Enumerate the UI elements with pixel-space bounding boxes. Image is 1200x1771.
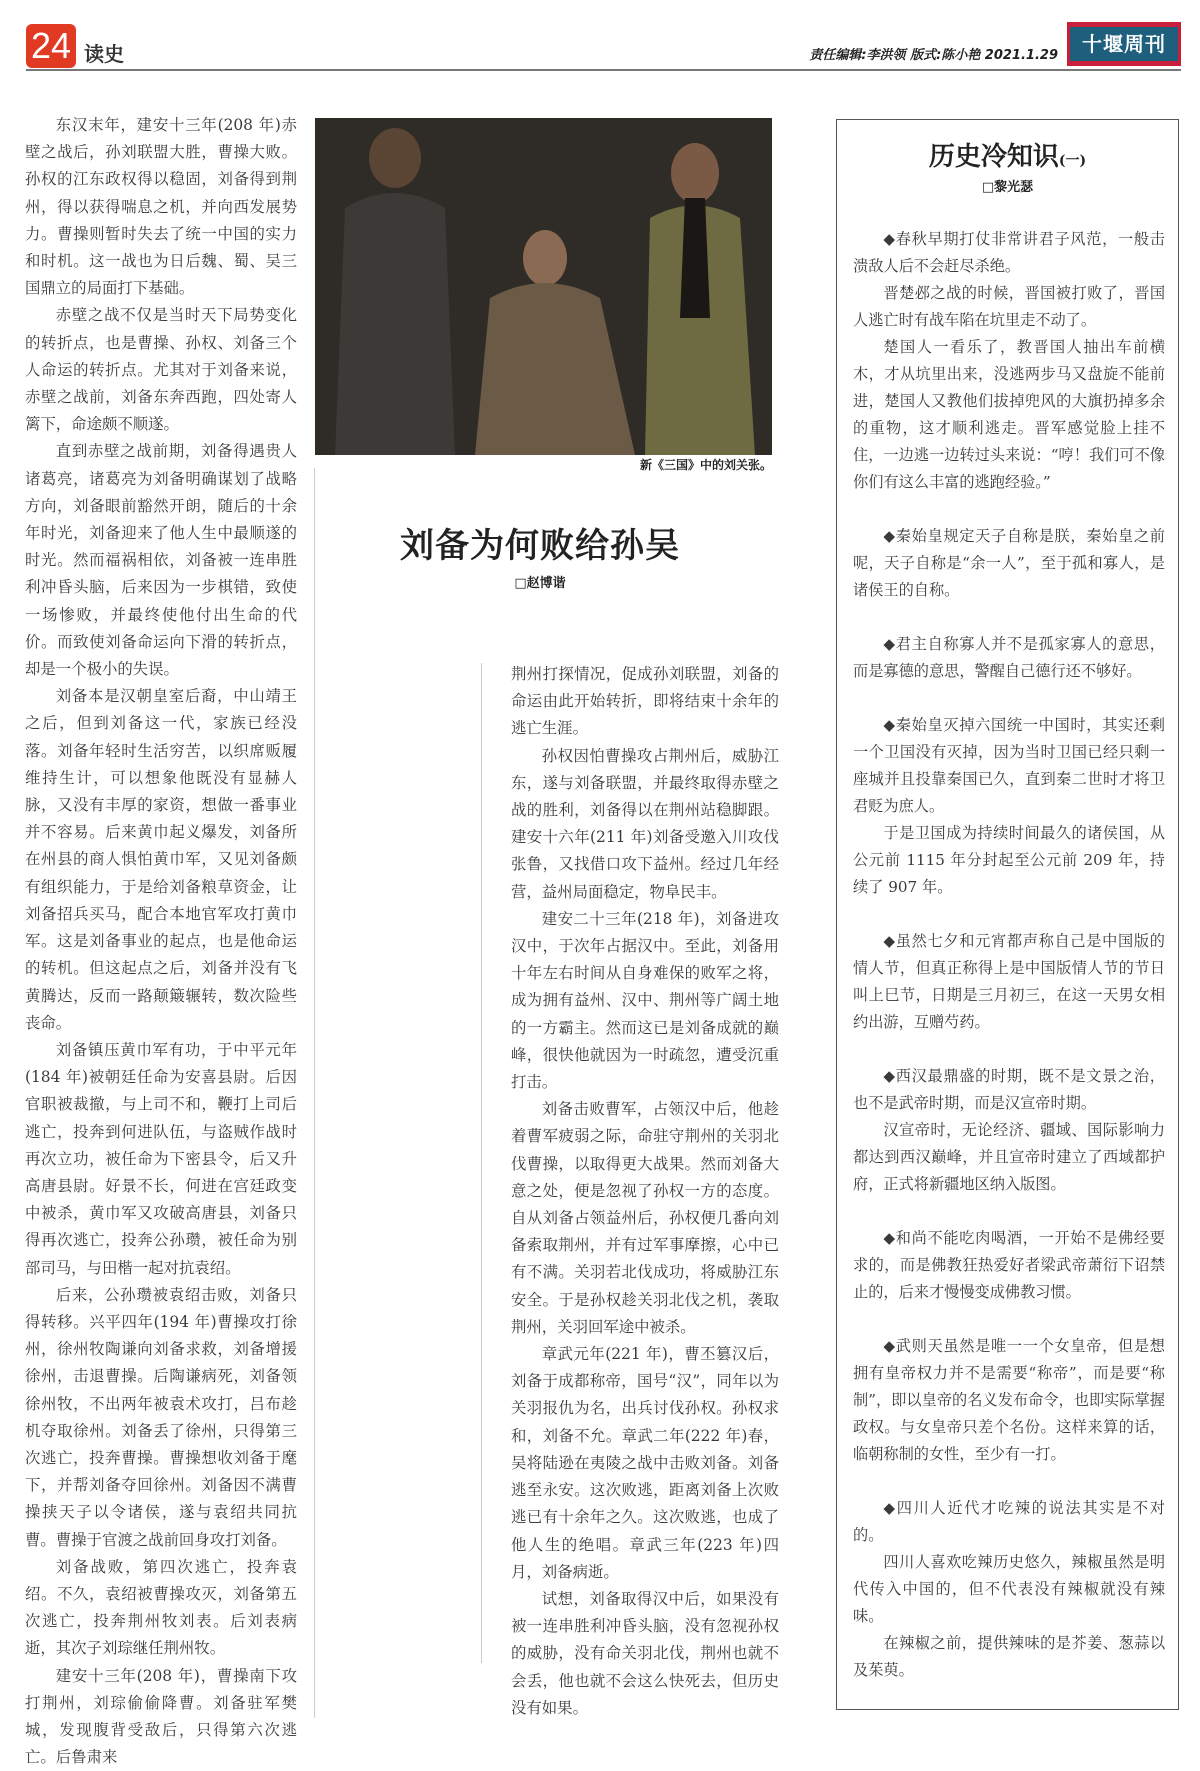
article-paragraph: 直到赤壁之战前期，刘备得遇贵人诸葛亮，诸葛亮为刘备明确谋划了战略方向，刘备眼前豁然开朗，随后的十余年时光，刘备迎来了他人生中最顺遂的时光。然而福祸相依，刘备被一连串胜利冲昏头脑，后来因为一步棋错，致使一场惨败，并最终使他付出生命的代价。而致使刘备命运向下滑的转折点，却是一个极小的失误。 <box>25 442 297 679</box>
article-column-3 <box>511 661 779 1722</box>
trivia-paragraph: 在辣椒之前，提供辣味的是芥姜、葱蒜以及茱萸。 <box>853 1634 1165 1679</box>
trivia-paragraph: 于是卫国成为持续时间最久的诸侯国，从公元前 1115 年分封起至公元前 209 年，持续了 907 年。 <box>853 824 1165 896</box>
article-paragraph: 后来，公孙瓒被袁绍击败，刘备只得转移。兴平四年(194 年)曹操攻打徐州，徐州牧陶谦向刘备求救，刘备增援徐州，击退曹操。后陶谦病死，刘备领徐州牧，不出两年被袁术攻打，吕布趁机夺取徐州。刘备丢了徐州，只得第三次逃亡，投奔曹操。曹操想收刘备于麾下，并帮刘备夺回徐州。刘备因不满曹操挟天子以令诸侯，遂与袁绍共同抗曹。曹操于官渡之战前回身攻打刘备。 <box>25 1285 297 1549</box>
sidebar-title-suffix: (一) <box>1058 153 1087 169</box>
article-paragraph: 东汉末年，建安十三年(208 年)赤壁之战后，孙刘联盟大胜，曹操大败。孙权的江东政权得以稳固，刘备得到荆州，得以获得喘息之机，并向西发展势力。曹操则暂时失去了统一中国的实力和时机。这一战也为日后魏、蜀、吴三国鼎立的局面打下基础。 <box>25 116 297 298</box>
article-paragraph: 刘备本是汉朝皇室后裔，中山靖王之后，但到刘备这一代，家族已经没落。刘备年轻时生活穷苦，以织席贩履维持生计，可以想象他既没有显赫人脉，又没有丰厚的家资，想做一番事业并不容易。后来黄巾起义爆发，刘备所在州县的商人惧怕黄巾军，又见刘备颇有组织能力，于是给刘备粮草资金，让刘备招兵买马，配合本地官军攻打黄巾军。这是刘备事业的起点，也是他命运的转机。但这起点之后，刘备并没有飞黄腾达，反而一路颠簸辗转，数次险些丧命。 <box>25 687 297 1032</box>
sidebar-title-text: 历史冷知识 <box>928 142 1059 172</box>
trivia-paragraph: 四川人喜欢吃辣历史悠久，辣椒虽然是明代传入中国的，但不代表没有辣椒就没有辣味。 <box>853 1553 1165 1625</box>
article-headline: 刘备为何败给孙吴 <box>400 526 680 566</box>
trivia-paragraph: ◆武则天虽然是唯一一个女皇帝，但是想拥有皇帝权力并不是需要“称帝”，而是要“称制”，即以皇帝的名义发布命令，也即实际掌握政权。与女皇帝只差个名份。这样来算的话，临朝称制的女性，至少有一打。 <box>853 1337 1165 1463</box>
column-divider <box>314 468 315 1718</box>
trivia-paragraph: ◆和尚不能吃肉喝酒，一开始不是佛经要求的，而是佛教狂热爱好者梁武帝萧衍下诏禁止的，后来才慢慢变成佛教习惯。 <box>853 1229 1165 1301</box>
trivia-item <box>853 928 1165 1036</box>
page-number-badge: 24 <box>26 24 76 68</box>
column-divider <box>481 663 482 1663</box>
article-column-1 <box>25 112 297 1771</box>
article-paragraph: 章武元年(221 年)，曹丕篡汉后，刘备于成都称帝，国号“汉”，同年以为关羽报仇为名，出兵讨伐孙权。孙权求和，刘备不允。章武二年(222 年)春，吴将陆逊在夷陵之战中击败刘备。刘备逃至永安。这次败逃，距离刘备上次败逃已有十余年之久。这次败逃，也成了他人生的绝唱。章武三年(223 年)四月，刘备病逝。 <box>511 1345 779 1581</box>
article-paragraph: 赤壁之战不仅是当时天下局势变化的转折点，也是曹操、孙权、刘备三个人命运的转折点。尤其对于刘备来说，赤壁之战前，刘备东奔西跑，四处寄人篱下，命途颇不顺遂。 <box>25 306 297 434</box>
trivia-paragraph: ◆虽然七夕和元宵都声称自己是中国版的情人节，但真正称得上是中国版情人节的节日叫上巳节，日期是三月初三，在这一天男女相约出游，互赠芍药。 <box>853 932 1165 1031</box>
trivia-item <box>853 1225 1165 1306</box>
article-paragraph: 荆州打探情况，促成孙刘联盟，刘备的命运由此开始转折，即将结束十余年的逃亡生涯。 <box>511 665 779 738</box>
trivia-paragraph: ◆四川人近代才吃辣的说法其实是不对的。 <box>853 1499 1165 1544</box>
trivia-paragraph: ◆西汉最鼎盛的时期，既不是文景之治，也不是武帝时期，而是汉宣帝时期。 <box>853 1067 1165 1112</box>
newspaper-logo <box>1067 22 1181 66</box>
trivia-item <box>853 1063 1165 1198</box>
trivia-paragraph: ◆春秋早期打仗非常讲君子风范，一般击溃敌人后不会赶尽杀绝。 <box>853 230 1165 275</box>
article-byline: □赵博谐 <box>514 576 566 591</box>
article-paragraph: 孙权因怕曹操攻占荆州后，威胁江东，遂与刘备联盟，并最终取得赤壁之战的胜利，刘备得以在荆州站稳脚跟。建安十六年(211 年)刘备受邀入川攻伐张鲁，又找借口攻下益州。经过几年经营，益州局面稳定，物阜民丰。 <box>511 746 779 901</box>
header-divider <box>26 69 1181 71</box>
trivia-paragraph: 楚国人一看乐了，教晋国人抽出车前横木，才从坑里出来，没逃两步马又盘旋不能前进，楚国人又教他们拔掉兜风的大旗扔掉多余的重物，这才顺利逃走。晋军感觉脸上挂不住，一边逃一边转过头来说：“哼！我们可不像你们有这么丰富的逃跑经验。” <box>853 338 1165 491</box>
logo-text: 十堰周刊 <box>1070 27 1178 61</box>
trivia-paragraph: ◆秦始皇规定天子自称是朕，秦始皇之前呢，天子自称是“余一人”，至于孤和寡人，是诸侯王的自称。 <box>853 527 1165 599</box>
editor-credits: 责任编辑:李洪领 版式:陈小艳 2021.1.29 <box>809 48 1058 63</box>
photo-caption: 新《三国》中的刘关张。 <box>639 458 772 472</box>
trivia-item <box>853 523 1165 604</box>
sidebar-content <box>853 226 1165 1711</box>
photo-figures <box>315 118 772 455</box>
sidebar-author: □黎光瑟 <box>981 180 1034 195</box>
trivia-item <box>853 712 1165 901</box>
article-paragraph: 建安十三年(208 年)，曹操南下攻打荆州，刘琮偷偷降曹。刘备驻军樊城，发现腹背受敌后，只得第六次逃亡。后鲁肃来 <box>25 1666 297 1767</box>
article-paragraph: 建安二十三年(218 年)，刘备进攻汉中，于次年占据汉中。至此，刘备用十年左右时间从自身难保的败军之将，成为拥有益州、汉中、荆州等广阔土地的一方霸主。然而这已是刘备成就的巅峰，很快他就因为一时疏忽，遭受沉重打击。 <box>511 909 779 1092</box>
trivia-paragraph: 汉宣帝时，无论经济、疆域、国际影响力都达到西汉巅峰，并且宣帝时建立了西域都护府，正式将新疆地区纳入版图。 <box>853 1121 1165 1193</box>
article-photo <box>315 118 772 455</box>
trivia-item <box>853 1495 1165 1684</box>
article-paragraph: 刘备镇压黄巾军有功，于中平元年(184 年)被朝廷任命为安喜县尉。后因官职被裁撤，与上司不和，鞭打上司后逃亡，投奔到何进队伍，与盗贼作战时再次立功，被任命为下密县令，后又升高唐县尉。好景不长，何进在宫廷政变中被杀，黄巾军又攻破高唐县，刘备只得再次逃亡，投奔公孙瓒，被任命为别部司马，与田楷一起对抗袁绍。 <box>25 1040 297 1277</box>
trivia-paragraph: ◆君主自称寡人并不是孤家寡人的意思，而是寡德的意思，警醒自己德行还不够好。 <box>853 635 1165 680</box>
trivia-item <box>853 1333 1165 1468</box>
section-title: 读史 <box>84 42 124 66</box>
article-paragraph: 试想，刘备取得汉中后，如果没有被一连串胜利冲昏头脑，没有忽视孙权的威胁，没有命关羽北伐，荆州也就不会丢，他也就不会这么快死去，但历史没有如果。 <box>511 1589 779 1717</box>
article-paragraph: 刘备战败，第四次逃亡，投奔袁绍。不久，袁绍被曹操攻灭，刘备第五次逃亡，投奔荆州牧刘表。后刘表病逝，其次子刘琮继任荆州牧。 <box>25 1557 297 1658</box>
trivia-item <box>853 631 1165 685</box>
sidebar-title <box>836 136 1179 173</box>
trivia-item <box>853 226 1165 496</box>
article-paragraph: 刘备击败曹军，占领汉中后，他趁着曹军疲弱之际，命驻守荆州的关羽北伐曹操，以取得更大战果。然而刘备大意之处，便是忽视了孙权一方的态度。自从刘备占领益州后，孙权便几番向刘备索取荆州，并有过军事摩擦，心中已有不满。关羽若北伐成功，将威胁江东安全。于是孙权趁关羽北伐之机，袭取荆州，关羽回军途中被杀。 <box>511 1100 779 1336</box>
trivia-paragraph: ◆秦始皇灭掉六国统一中国时，其实还剩一个卫国没有灭掉，因为当时卫国已经只剩一座城并且投靠秦国已久，直到秦二世时才将卫君贬为庶人。 <box>853 716 1165 815</box>
trivia-paragraph: 晋楚邲之战的时候，晋国被打败了，晋国人逃亡时有战车陷在坑里走不动了。 <box>853 284 1165 329</box>
